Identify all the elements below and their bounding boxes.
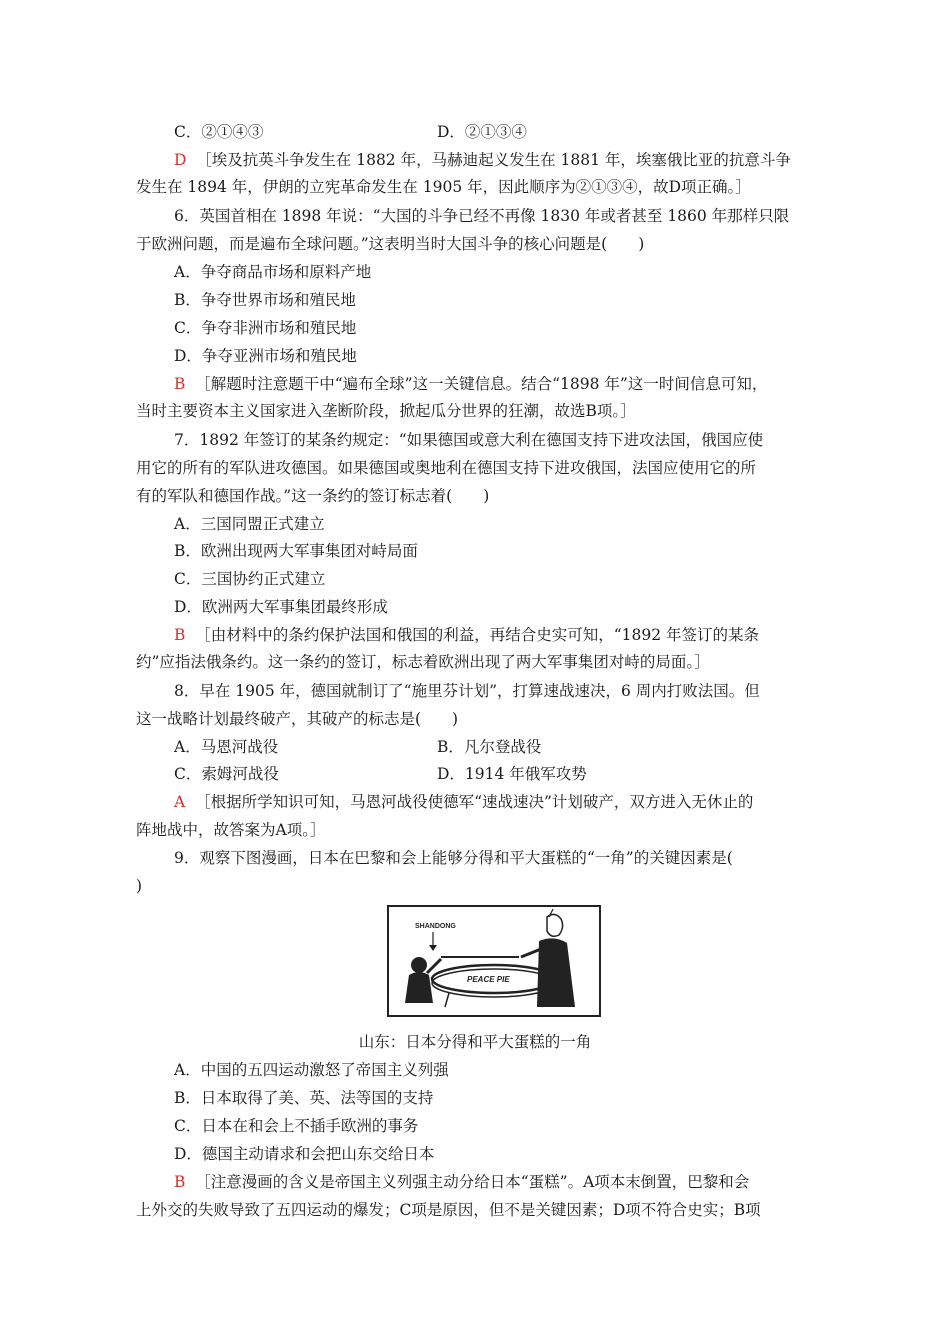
q7-explanation-line-2: 约”应指法俄条约。这一条约的签订，标志着欧洲出现了两大军事集团对峙的局面。］ <box>136 653 710 671</box>
q8-option-d: D．1914 年俄军攻势 <box>437 765 587 783</box>
q7-option-d: D．欧洲两大军事集团最终形成 <box>174 598 388 616</box>
japan-figure-body <box>405 972 433 1003</box>
cartoon-illustration <box>387 905 601 1017</box>
q9-option-a: A．中国的五四运动激怒了帝国主义列强 <box>174 1061 449 1079</box>
q7-stem-line-2: 用它的所有的军队进攻德国。如果德国或奥地利在德国支持下进攻俄国，法国应使用它的所 <box>136 459 757 477</box>
q8-option-b: B．凡尔登战役 <box>437 738 542 756</box>
q7-option-b: B．欧洲出现两大军事集团对峙局面 <box>174 542 418 560</box>
q6-answer-letter: B <box>174 375 186 393</box>
figure-caption: 山东：日本分得和平大蛋糕的一角 <box>358 1033 592 1051</box>
q8-explanation-line-2: 阵地战中，故答案为A项。］ <box>136 821 326 839</box>
q6-explanation-line-1 <box>174 374 767 394</box>
q8-explanation-line-1 <box>174 792 753 812</box>
arrow-head-icon <box>429 945 437 951</box>
q8-explanation-text-1: ［根据所学知识可知，马恩河战役使德军“速战速决”计划破产，双方进入无休止的 <box>195 793 754 811</box>
q8-option-c: C．索姆河战役 <box>174 765 279 783</box>
q6-option-d: D．争夺亚洲市场和殖民地 <box>174 347 357 365</box>
q6-stem-line-1: 6．英国首相在 1898 年说：“大国的斗争已经不再像 1830 年或者甚至 1860 年那样只限 <box>174 207 790 225</box>
japan-figure-arm <box>427 959 441 973</box>
q8-stem-line-2: 这一战略计划最终破产，其破产的标志是( ) <box>136 710 459 728</box>
q6-explanation-line-2: 当时主要资本主义国家进入垄断阶段，掀起瓜分世界的狂潮，故选B项。］ <box>136 402 636 420</box>
powers-figure-body <box>537 938 575 1007</box>
q9-explanation-line-1 <box>174 1172 749 1192</box>
q8-option-a: A．马恩河战役 <box>174 738 279 756</box>
q7-stem-line-1: 7．1892 年签订的某条约规定：“如果德国或意大利在德国支持下进攻法国，俄国应使 <box>174 431 764 449</box>
q7-explanation-text-1: ［由材料中的条约保护法国和俄国的利益，再结合史实可知，“1892 年签订的某条 <box>195 626 760 644</box>
q7-answer-letter: B <box>174 626 186 644</box>
q6-option-c: C．争夺非洲市场和殖民地 <box>174 319 357 337</box>
q9-option-b: B．日本取得了美、英、法等国的支持 <box>174 1089 434 1107</box>
q9-answer-letter: B <box>174 1173 186 1191</box>
q8-stem-line-1: 8．早在 1905 年，德国就制订了“施里芬计划”，打算速战速决，6 周内打败法国。但 <box>174 682 760 700</box>
powers-figure-arm <box>521 949 541 957</box>
q5-explanation-line-2: 发生在 1894 年，伊朗的立宪革命发生在 1905 年，因此顺序为②①③④，故D项正确。］ <box>136 178 751 196</box>
q8-answer-letter: A <box>174 793 186 811</box>
cake-label: PEACE PIE <box>467 975 510 984</box>
q7-option-a: A．三国同盟正式建立 <box>174 515 325 533</box>
q5-explanation-line-1 <box>174 150 791 170</box>
q6-explanation-text-1: ［解题时注意题干中“遍布全球”这一关键信息。结合“1898 年”这一时间信息可知， <box>195 375 768 393</box>
q9-option-c: C．日本在和会上不插手欧洲的事务 <box>174 1117 419 1135</box>
q7-explanation-line-1 <box>174 625 759 645</box>
cartoon-drawing <box>389 907 599 1015</box>
q9-stem-line-1: 9．观察下图漫画，日本在巴黎和会上能够分得和平大蛋糕的“一角”的关键因素是( <box>174 849 733 867</box>
q9-stem-line-2: ) <box>136 877 143 895</box>
q7-option-c: C．三国协约正式建立 <box>174 570 326 588</box>
q6-option-b: B．争夺世界市场和殖民地 <box>174 291 356 309</box>
q5-option-c: C．②①④③ <box>174 123 264 141</box>
q5-explanation-text-1: ［埃及抗英斗争发生在 1882 年，马赫迪起义发生在 1881 年，埃塞俄比亚的抗意斗争 <box>196 151 791 169</box>
q5-answer-letter: D <box>174 151 187 169</box>
q7-stem-line-3: 有的军队和德国作战。”这一条约的签订标志着( ) <box>136 487 490 505</box>
q6-option-a: A．争夺商品市场和原料产地 <box>174 263 372 281</box>
japan-figure-head <box>411 957 427 973</box>
q9-explanation-line-2: 上外交的失败导致了五四运动的爆发；C项是原因，但不是关键因素；D项不符合史实；B项 <box>136 1201 761 1219</box>
q9-option-d: D．德国主动请求和会把山东交给日本 <box>174 1145 435 1163</box>
q6-stem-line-2: 于欧洲问题，而是遍布全球问题。”这表明当时大国斗争的核心问题是( ) <box>136 235 645 253</box>
q5-option-d: D．②①③④ <box>437 123 527 141</box>
q9-explanation-text-1: ［注意漫画的含义是帝国主义列强主动分给日本“蛋糕”。A项本末倒置，巴黎和会 <box>195 1173 750 1191</box>
shandong-label: SHANDONG <box>415 923 456 930</box>
table-leg-left <box>445 993 449 1007</box>
powers-figure-head <box>547 914 563 936</box>
